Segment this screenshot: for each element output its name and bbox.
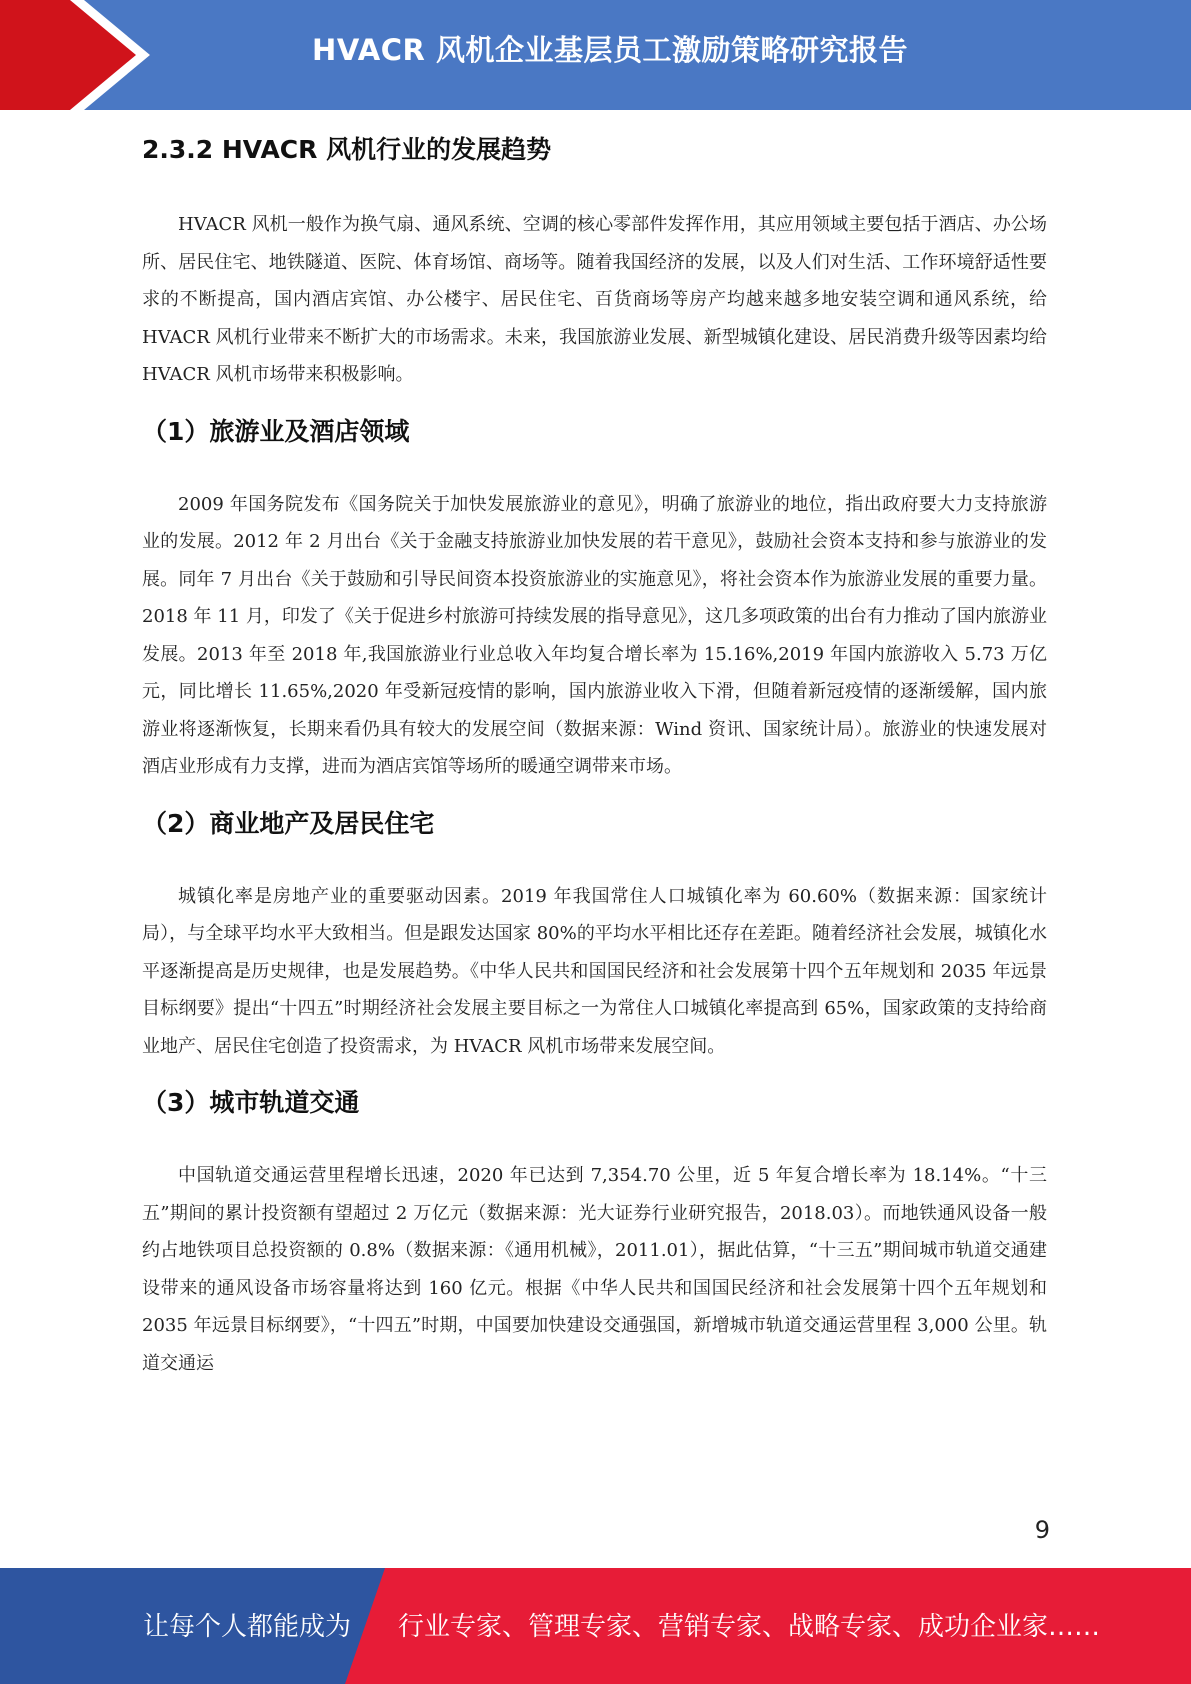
subsection-paragraph-commerce: 城镇化率是房地产业的重要驱动因素。2019 年我国常住人口城镇化率为 60.60%（数据来源：国家统计局），与全球平均水平大致相当。但是跟发达国家 80%的平均水平相比还存在差距。随着经济社会发展，城镇化水平逐渐提高是历史规律，也是发展趋势。《中华人民共和国国民经济和社会发展第十四个五年规划和 2035 年远景目标纲要》提出“十四五”时期经济社会发展主要目标之一为常住人口城镇化率提高到 65%，国家政策的支持给商业地产、居民住宅创造了投资需求，为 HVACR 风机市场带来发展空间。	[142, 885, 1047, 1057]
report-title: HVACR 风机企业基层员工激励策略研究报告	[312, 33, 908, 67]
intro-paragraph: HVACR 风机一般作为换气扇、通风系统、空调的核心零部件发挥作用，其应用领域主要包括于酒店、办公场所、居民住宅、地铁隧道、医院、体育场馆、商场等。随着我国经济的发展，以及人们对生活、工作环境舒适性要求的不断提高，国内酒店宾馆、办公楼宇、居民住宅、百货商场等房产均越来越多地安装空调和通风系统，给 HVACR 风机行业带来不断扩大的市场需求。未来，我国旅游业发展、新型城镇化建设、居民消费升级等因素均给 HVACR 风机市场带来积极影响。	[142, 214, 1047, 385]
section-heading: 2.3.2 HVACR 风机行业的发展趋势	[142, 135, 552, 164]
footer-slogan-right: 行业专家、管理专家、营销专家、战略专家、成功企业家……	[398, 1612, 1101, 1642]
subsection-paragraph-transit: 中国轨道交通运营里程增长迅速，2020 年已达到 7,354.70 公里，近 5 年复合增长率为 18.14%。“十三五”期间的累计投资额有望超过 2 万亿元（数据来源：光大证券行业研究报告，2018.03）。而地铁通风设备一般约占地铁项目总投资额的 0.8%（数据来源：《通用机械》，2011.01），据此估算，“十三五”期间城市轨道交通建设带来的通风设备市场容量将达到 160 亿元。根据《中华人民共和国国民经济和社会发展第十四个五年规划和 2035 年远景目标纲要》，“十四五”时期，中国要加快建设交通强国，新增城市轨道交通运营里程 3,000 公里。轨道交通运	[142, 1165, 1047, 1374]
subsection-heading-tourism: （1）旅游业及酒店领域	[142, 416, 410, 446]
footer-slogan-left: 让每个人都能成为	[143, 1612, 352, 1642]
subsection-heading-transit: （3）城市轨道交通	[142, 1088, 360, 1117]
page-number: 9	[1034, 1516, 1050, 1544]
subsection-heading-commerce: （2）商业地产及居民住宅	[142, 808, 435, 838]
page-content	[142, 128, 1047, 1382]
header-arrow-decoration	[0, 0, 150, 110]
footer-banner	[0, 1568, 1191, 1684]
subsection-paragraph-tourism: 2009 年国务院发布《国务院关于加快发展旅游业的意见》，明确了旅游业的地位，指出政府要大力支持旅游业的发展。2012 年 2 月出台《关于金融支持旅游业加快发展的若干意见》，鼓励社会资本支持和参与旅游业的发展。同年 7 月出台《关于鼓励和引导民间资本投资旅游业的实施意见》，将社会资本作为旅游业发展的重要力量。2018 年 11 月，印发了《关于促进乡村旅游可持续发展的指导意见》，这几多项政策的出台有力推动了国内旅游业发展。2013 年至 2018 年,我国旅游业行业总收入年均复合增长率为 15.16%,2019 年国内旅游收入 5.73 万亿元，同比增长 11.65%,2020 年受新冠疫情的影响，国内旅游业收入下滑，但随着新冠疫情的逐渐缓解，国内旅游业将逐渐恢复，长期来看仍具有较大的发展空间（数据来源：Wind 资讯、国家统计局）。旅游业的快速发展对酒店业形成有力支撑，进而为酒店宾馆等场所的暖通空调带来市场。	[142, 493, 1047, 777]
header-banner	[0, 0, 1191, 110]
